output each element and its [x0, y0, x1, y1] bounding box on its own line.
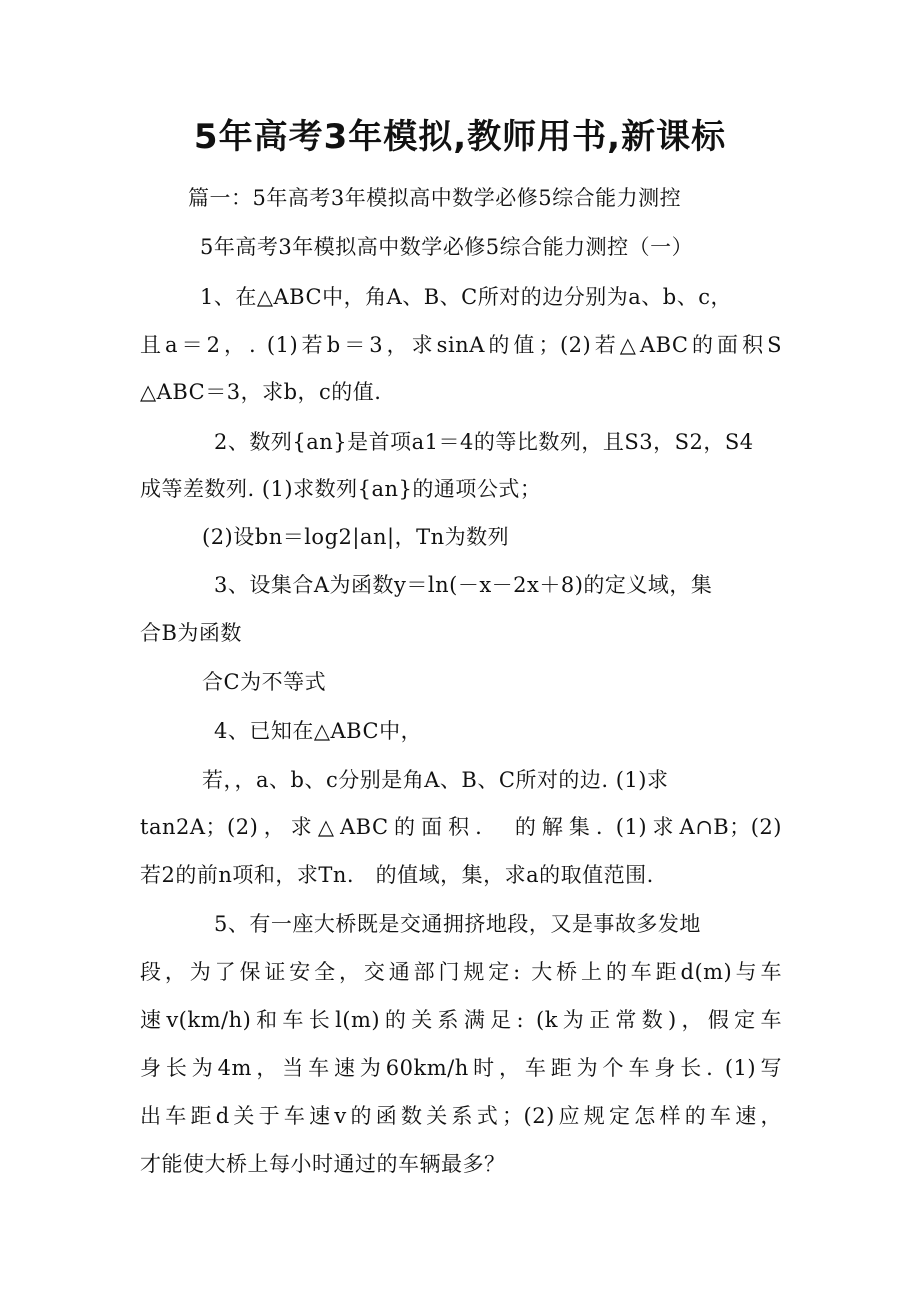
problem-4-line-4: 若2的前n项和，求Tn. 的值域，集，求a的取值范围.: [140, 863, 654, 887]
problem-3-line-3: 合C为不等式: [202, 670, 327, 694]
problem-3-line-1: 3、设集合A为函数y＝ln(－x－2x＋8)的定义域，集: [214, 573, 713, 597]
problem-5-line-4: 身长为4m，当车速为60km/h时，车距为个车身长. (1)写: [140, 1056, 782, 1080]
problem-4-line-3: tan2A；(2)，求△ABC的面积. 的解集. (1)求A∩B；(2): [140, 815, 782, 839]
problem-4-line-1: 4、已知在△ABC中，: [214, 719, 423, 743]
problem-2-line-3: (2)设bn＝log2|an|，Tn为数列: [202, 525, 510, 549]
problem-5-line-6: 才能使大桥上每小时通过的车辆最多？: [140, 1152, 506, 1176]
problem-2-line-1: 2、数列{an}是首项a1＝4的等比数列，且S3，S2，S4: [214, 430, 754, 454]
problem-5-line-3: 速v(km/h)和车长l(m)的关系满足: (k为正常数)，假定车: [140, 1008, 782, 1032]
problem-3-line-2: 合B为函数: [140, 621, 242, 645]
problem-2-line-2: 成等差数列. (1)求数列{an}的通项公式；: [140, 477, 542, 501]
problem-1-line-1: 1、在△ABC中，角A、B、C所对的边分别为a、b、c，: [200, 285, 732, 309]
subsection-heading: 5年高考3年模拟高中数学必修5综合能力测控（一）: [200, 235, 694, 259]
problem-5-line-2: 段，为了保证安全，交通部门规定: 大桥上的车距d(m)与车: [140, 960, 782, 984]
problem-5-line-1: 5、有一座大桥既是交通拥挤地段，又是事故多发地: [214, 912, 701, 936]
document-title: 5年高考3年模拟,教师用书,新课标: [193, 117, 727, 157]
problem-5-line-5: 出车距d关于车速v的函数关系式；(2)应规定怎样的车速，: [140, 1104, 782, 1128]
problem-1-line-3: △ABC＝3，求b，c的值.: [140, 380, 382, 404]
problem-1-line-2: 且a＝2，. (1)若b＝3，求sinA的值；(2)若△ABC的面积S: [140, 333, 782, 357]
problem-4-line-2: 若，，a、b、c分别是角A、B、C所对的边. (1)求: [202, 768, 669, 792]
section-heading: 篇一：5年高考3年模拟高中数学必修5综合能力测控: [188, 186, 682, 210]
